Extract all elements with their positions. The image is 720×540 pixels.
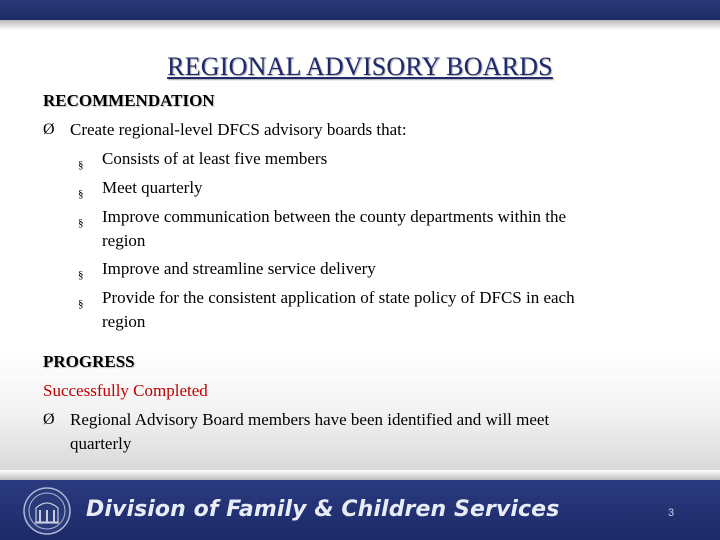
footer-shadow xyxy=(0,470,720,480)
recommendation-item-text: Improve and streamline service delivery xyxy=(102,259,376,278)
arrow-bullet-icon: Ø xyxy=(43,411,55,428)
progress-heading: PROGRESS xyxy=(43,352,135,371)
square-bullet-icon: § xyxy=(78,217,84,229)
top-banner-shadow xyxy=(0,20,720,30)
slide-title: REGIONAL ADVISORY BOARDS xyxy=(167,52,553,81)
square-bullet-icon: § xyxy=(78,159,84,171)
square-bullet-icon: § xyxy=(78,298,84,310)
page-number: 3 xyxy=(668,507,675,519)
recommendation-intro-text: Create regional-level DFCS advisory boards that: xyxy=(70,120,407,139)
recommendation-item-text: Improve communication between the county departments within the xyxy=(102,207,567,226)
recommendation-heading: RECOMMENDATION xyxy=(43,91,215,110)
recommendation-item-text: Meet quarterly xyxy=(102,178,203,197)
arrow-bullet-icon: Ø xyxy=(43,121,55,138)
progress-item-text-continued: quarterly xyxy=(70,434,132,453)
progress-item-text: Regional Advisory Board members have been identified and will meet xyxy=(70,410,550,429)
recommendation-item-text: Consists of at least five members xyxy=(102,149,328,168)
georgia-state-seal-icon xyxy=(22,486,72,536)
recommendation-item-text-continued: region xyxy=(102,231,146,250)
progress-status: Successfully Completed xyxy=(43,381,208,400)
square-bullet-icon: § xyxy=(78,188,84,200)
recommendation-item-text: Provide for the consistent application of state policy of DFCS in each xyxy=(102,288,575,307)
square-bullet-icon: § xyxy=(78,269,84,281)
organization-name: Division of Family & Children Services xyxy=(86,497,560,522)
top-banner xyxy=(0,0,720,20)
recommendation-item-text-continued: region xyxy=(102,312,146,331)
